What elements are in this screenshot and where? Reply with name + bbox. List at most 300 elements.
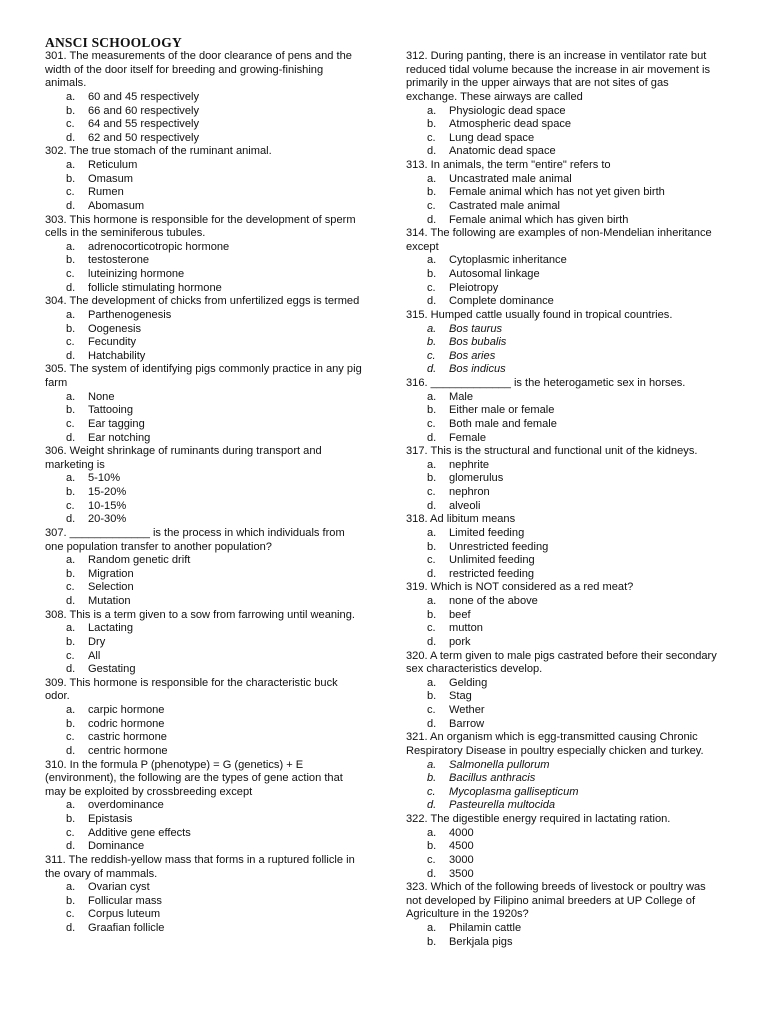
answer-choice xyxy=(406,718,722,732)
choice-letter: c. xyxy=(66,731,75,744)
choice-text: Oogenesis xyxy=(88,322,142,335)
choice-letter: d. xyxy=(66,281,76,294)
answer-choice xyxy=(406,636,722,650)
question-block xyxy=(406,50,722,159)
answer-choice xyxy=(45,472,363,486)
question-stem: 320. A term given to male pigs castrated before their secondary sex characteristics develop. xyxy=(406,649,717,676)
choice-text: glomerulus xyxy=(449,472,504,485)
answer-choice xyxy=(406,936,722,950)
question-block xyxy=(406,881,722,949)
answer-choice xyxy=(406,541,722,555)
answer-choice xyxy=(406,622,722,636)
choice-letter: b. xyxy=(427,840,437,853)
answer-choice xyxy=(45,718,363,732)
choice-text: Female animal which has not yet given birth xyxy=(449,186,665,199)
choice-letter: b. xyxy=(427,540,437,553)
choice-letter: a. xyxy=(427,676,437,689)
choice-text: centric hormone xyxy=(88,744,168,757)
question-block xyxy=(45,759,363,854)
choice-text: Corpus luteum xyxy=(88,908,161,921)
answer-choice xyxy=(45,173,363,187)
choice-letter: c. xyxy=(427,704,436,716)
choice-text: Ovarian cyst xyxy=(88,881,150,894)
choice-letter: c. xyxy=(66,908,75,921)
choice-text: Follicular mass xyxy=(88,894,162,907)
choice-letter: a. xyxy=(66,90,76,103)
question-block xyxy=(45,677,363,759)
choice-text: Ear tagging xyxy=(88,417,145,430)
choice-text: Lung dead space xyxy=(449,131,535,144)
question-stem: 304. The development of chicks from unfertilized eggs is termed xyxy=(45,295,360,308)
question-stem: 317. This is the structural and functional unit of the kidneys. xyxy=(406,445,698,458)
choice-text: 10-15% xyxy=(88,499,127,512)
choice-text: 4500 xyxy=(449,840,474,853)
choice-letter: c. xyxy=(427,349,436,362)
choice-letter: d. xyxy=(427,213,437,226)
choice-text: Both male and female xyxy=(449,417,557,430)
answer-choice xyxy=(45,731,363,745)
choice-text: Unrestricted feeding xyxy=(449,540,549,553)
choice-letter: c. xyxy=(427,785,436,798)
choice-text: adrenocorticotropic hormone xyxy=(88,240,230,253)
choice-text: Rumen xyxy=(88,186,124,199)
choice-letter: d. xyxy=(66,513,76,526)
choice-text: Female xyxy=(449,431,486,444)
choice-text: Male xyxy=(449,390,474,403)
choice-text: 20-30% xyxy=(88,513,127,526)
choice-text: Bos bubalis xyxy=(449,336,507,349)
answer-choice xyxy=(45,418,363,432)
answer-choice xyxy=(45,500,363,514)
answer-choice xyxy=(45,391,363,405)
choice-letter: b. xyxy=(66,635,76,648)
choice-letter: c. xyxy=(427,131,436,144)
question-stem: 319. Which is NOT considered as a red meat? xyxy=(406,581,634,594)
choice-text: Bacillus anthracis xyxy=(449,772,536,785)
answer-choice xyxy=(406,595,722,609)
question-block xyxy=(406,813,722,881)
answer-choice xyxy=(45,663,363,677)
choice-letter: c. xyxy=(66,118,75,131)
question-block xyxy=(45,445,363,527)
choice-text: Dominance xyxy=(88,840,145,853)
answer-choice xyxy=(406,186,722,200)
choice-letter: d. xyxy=(66,131,76,144)
choice-letter: c. xyxy=(427,554,436,567)
answer-choice xyxy=(406,554,722,568)
choice-letter: d. xyxy=(427,363,437,376)
answer-choice xyxy=(406,922,722,936)
choice-text: restricted feeding xyxy=(449,567,535,580)
choice-text: Castrated male animal xyxy=(449,199,560,212)
choice-letter: a. xyxy=(427,458,437,471)
choice-letter: b. xyxy=(66,404,76,417)
answer-choice xyxy=(406,827,722,841)
choice-text: Ear notching xyxy=(88,431,151,444)
choice-text: Omasum xyxy=(88,172,133,185)
choice-text: Lactating xyxy=(88,622,134,635)
choice-letter: c. xyxy=(427,622,436,635)
answer-choice xyxy=(45,650,363,664)
answer-choice xyxy=(406,254,722,268)
choice-letter: a. xyxy=(427,104,437,117)
answer-choice xyxy=(45,827,363,841)
choice-letter: d. xyxy=(66,595,76,607)
choice-letter: d. xyxy=(427,499,437,512)
choice-text: nephron xyxy=(449,486,490,498)
answer-choice xyxy=(45,486,363,500)
choice-text: Stag xyxy=(449,690,472,703)
left-column xyxy=(45,50,363,936)
choice-letter: c. xyxy=(66,649,75,662)
answer-choice xyxy=(45,254,363,268)
choice-text: Selection xyxy=(88,581,134,594)
choice-letter: a. xyxy=(427,254,437,267)
answer-choice xyxy=(45,568,363,582)
choice-letter: b. xyxy=(427,268,437,280)
answer-choice xyxy=(45,704,363,718)
choice-text: Wether xyxy=(449,704,485,716)
choice-letter: a. xyxy=(427,826,437,839)
choice-letter: d. xyxy=(66,431,76,444)
question-block xyxy=(406,445,722,513)
choice-text: luteinizing hormone xyxy=(88,268,185,280)
choice-text: pork xyxy=(449,635,471,648)
choice-letter: a. xyxy=(66,240,76,253)
answer-choice xyxy=(406,295,722,309)
choice-letter: a. xyxy=(66,881,76,894)
question-block xyxy=(45,145,363,213)
choice-letter: a. xyxy=(66,308,76,321)
choice-text: Complete dominance xyxy=(449,295,554,308)
choice-letter: b. xyxy=(427,690,437,703)
answer-choice xyxy=(45,105,363,119)
choice-letter: c. xyxy=(427,281,436,294)
right-column xyxy=(406,50,722,949)
choice-letter: a. xyxy=(66,159,76,171)
question-block xyxy=(406,159,722,227)
answer-choice xyxy=(45,200,363,214)
choice-letter: b. xyxy=(66,104,76,117)
answer-choice xyxy=(406,350,722,364)
answer-choice xyxy=(45,636,363,650)
question-stem: 314. The following are examples of non-Mendelian inheritance except xyxy=(406,227,712,253)
answer-choice xyxy=(45,745,363,759)
answer-choice xyxy=(406,363,722,377)
choice-text: Abomasum xyxy=(88,199,145,212)
answer-choice xyxy=(45,895,363,909)
choice-text: Reticulum xyxy=(88,159,138,171)
question-stem: 302. The true stomach of the ruminant animal. xyxy=(45,145,272,158)
choice-text: Mycoplasma gallisepticum xyxy=(449,785,579,798)
answer-choice xyxy=(406,799,722,813)
question-stem: 307. _____________ is the process in which individuals from one population transfer to another population? xyxy=(45,526,345,553)
choice-letter: a. xyxy=(427,172,437,185)
choice-letter: a. xyxy=(66,554,76,567)
choice-text: Either male or female xyxy=(449,404,555,417)
choice-letter: a. xyxy=(66,622,76,635)
choice-text: All xyxy=(88,649,101,662)
answer-choice xyxy=(406,568,722,582)
question-block xyxy=(45,527,363,609)
answer-choice xyxy=(45,554,363,568)
question-block xyxy=(406,227,722,309)
answer-choice xyxy=(406,609,722,623)
question-block xyxy=(406,309,722,377)
choice-letter: d. xyxy=(66,922,76,934)
choice-letter: a. xyxy=(427,322,437,335)
answer-choice xyxy=(406,472,722,486)
answer-choice xyxy=(406,132,722,146)
choice-letter: c. xyxy=(66,581,75,594)
answer-choice xyxy=(45,241,363,255)
answer-choice xyxy=(406,323,722,337)
choice-letter: b. xyxy=(66,717,76,730)
choice-letter: c. xyxy=(427,417,436,430)
choice-text: Additive gene effects xyxy=(88,826,191,839)
choice-text: Epistasis xyxy=(88,813,133,825)
choice-text: Mutation xyxy=(88,595,131,607)
choice-letter: d. xyxy=(66,744,76,757)
answer-choice xyxy=(45,323,363,337)
question-block xyxy=(45,854,363,936)
answer-choice xyxy=(45,91,363,105)
answer-choice xyxy=(45,159,363,173)
answer-choice xyxy=(406,459,722,473)
choice-letter: c. xyxy=(66,268,75,280)
choice-letter: b. xyxy=(427,118,437,131)
answer-choice xyxy=(45,840,363,854)
choice-letter: a. xyxy=(66,472,76,485)
question-stem: 321. An organism which is egg-transmitted causing Chronic Respiratory Disease in poultry especially chicken and turkey. xyxy=(406,731,704,757)
choice-letter: c. xyxy=(66,186,75,199)
choice-text: None xyxy=(88,390,115,403)
choice-letter: a. xyxy=(427,758,437,771)
choice-text: Female animal which has given birth xyxy=(449,213,629,226)
choice-text: overdominance xyxy=(88,799,164,812)
question-block xyxy=(406,731,722,813)
choice-letter: d. xyxy=(66,199,76,212)
choice-text: Gestating xyxy=(88,663,136,676)
choice-text: Autosomal linkage xyxy=(449,268,540,280)
choice-text: Tattooing xyxy=(88,404,134,417)
choice-letter: c. xyxy=(66,826,75,839)
question-block xyxy=(45,363,363,445)
choice-text: Dry xyxy=(88,635,106,648)
answer-choice xyxy=(45,622,363,636)
answer-choice xyxy=(45,132,363,146)
question-stem: 305. The system of identifying pigs commonly practice in any pig farm xyxy=(45,363,362,389)
question-block xyxy=(406,513,722,581)
choice-letter: b. xyxy=(66,322,76,335)
answer-choice xyxy=(45,118,363,132)
choice-text: Anatomic dead space xyxy=(449,145,556,158)
choice-letter: a. xyxy=(427,526,437,539)
choice-letter: d. xyxy=(66,840,76,853)
choice-text: Gelding xyxy=(449,676,488,689)
question-block xyxy=(45,295,363,363)
choice-text: 15-20% xyxy=(88,486,127,498)
choice-text: Pleiotropy xyxy=(449,281,499,294)
answer-choice xyxy=(406,868,722,882)
choice-text: codric hormone xyxy=(88,717,165,730)
answer-choice xyxy=(45,881,363,895)
answer-choice xyxy=(406,432,722,446)
answer-choice xyxy=(406,500,722,514)
choice-letter: b. xyxy=(66,813,76,825)
answer-choice xyxy=(406,200,722,214)
answer-choice xyxy=(45,282,363,296)
answer-choice xyxy=(45,268,363,282)
question-stem: 313. In animals, the term "entire" refers to xyxy=(406,159,611,171)
choice-text: Atmospheric dead space xyxy=(449,118,572,131)
choice-text: 3000 xyxy=(449,853,474,866)
answer-choice xyxy=(406,486,722,500)
choice-letter: c. xyxy=(66,417,75,430)
answer-choice xyxy=(406,391,722,405)
choice-text: Physiologic dead space xyxy=(449,104,566,117)
choice-letter: c. xyxy=(66,336,75,349)
answer-choice xyxy=(45,309,363,323)
question-block xyxy=(45,50,363,145)
answer-choice xyxy=(406,786,722,800)
answer-choice xyxy=(45,513,363,527)
answer-choice xyxy=(45,799,363,813)
choice-letter: d. xyxy=(427,867,437,880)
question-stem: 318. Ad libitum means xyxy=(406,513,516,526)
choice-text: follicle stimulating hormone xyxy=(88,281,222,294)
choice-letter: b. xyxy=(427,404,437,417)
answer-choice xyxy=(406,118,722,132)
choice-letter: b. xyxy=(427,336,437,349)
answer-choice xyxy=(406,268,722,282)
choice-text: Migration xyxy=(88,567,134,580)
choice-letter: b. xyxy=(66,567,76,580)
choice-letter: b. xyxy=(66,172,76,185)
choice-letter: d. xyxy=(427,567,437,580)
choice-text: 3500 xyxy=(449,867,474,880)
choice-text: Random genetic drift xyxy=(88,554,191,567)
answer-choice xyxy=(406,282,722,296)
choice-text: 62 and 50 respectively xyxy=(88,131,200,144)
choice-text: Bos indicus xyxy=(449,363,506,376)
choice-text: carpic hormone xyxy=(88,704,165,716)
question-stem: 312. During panting, there is an increase in ventilator rate but reduced tidal volume because the increase in air movement is primarily in the upper airways that are not sites of gas exchange. These airways are called xyxy=(406,50,711,103)
choice-letter: b. xyxy=(66,894,76,907)
answer-choice xyxy=(45,813,363,827)
question-stem: 301. The measurements of the door clearance of pens and the width of the door itself for breeding and growing-finishing animals. xyxy=(45,50,352,90)
answer-choice xyxy=(406,690,722,704)
question-block xyxy=(406,377,722,445)
answer-choice xyxy=(406,704,722,718)
answer-choice xyxy=(406,336,722,350)
answer-choice xyxy=(45,336,363,350)
answer-choice xyxy=(45,432,363,446)
choice-text: none of the above xyxy=(449,595,538,607)
choice-letter: d. xyxy=(427,295,437,308)
choice-letter: b. xyxy=(427,772,437,785)
question-stem: 310. In the formula P (phenotype) = G (genetics) + E (environment), the following are the types of gene action that may be exploited by crossbreeding except xyxy=(45,758,343,798)
question-stem: 311. The reddish-yellow mass that forms in a ruptured follicle in the ovary of mammals. xyxy=(45,853,355,880)
choice-letter: d. xyxy=(66,349,76,362)
choice-text: nephrite xyxy=(449,458,490,471)
answer-choice xyxy=(45,581,363,595)
choice-letter: a. xyxy=(66,390,76,403)
question-block xyxy=(406,581,722,649)
choice-text: Pasteurella multocida xyxy=(449,799,556,812)
answer-choice xyxy=(406,854,722,868)
answer-choice xyxy=(45,908,363,922)
answer-choice xyxy=(45,595,363,609)
choice-letter: c. xyxy=(427,853,436,866)
answer-choice xyxy=(406,418,722,432)
answer-choice xyxy=(406,404,722,418)
choice-text: alveoli xyxy=(449,499,481,512)
question-stem: 322. The digestible energy required in lactating ration. xyxy=(406,813,671,825)
choice-text: 64 and 55 respectively xyxy=(88,118,200,131)
answer-choice xyxy=(406,772,722,786)
choice-text: Parthenogenesis xyxy=(88,308,172,321)
choice-text: 5-10% xyxy=(88,472,121,485)
choice-text: Unlimited feeding xyxy=(449,554,535,567)
choice-text: Graafian follicle xyxy=(88,922,165,934)
answer-choice xyxy=(406,527,722,541)
question-stem: 316. _____________ is the heterogametic sex in horses. xyxy=(406,377,686,389)
answer-choice xyxy=(406,759,722,773)
choice-text: Bos taurus xyxy=(449,322,503,335)
choice-letter: b. xyxy=(427,186,437,199)
answer-choice xyxy=(45,922,363,936)
choice-letter: d. xyxy=(427,635,437,648)
choice-text: 60 and 45 respectively xyxy=(88,90,200,103)
document-title: ANSCI SCHOOLOGY xyxy=(45,35,182,50)
choice-letter: d. xyxy=(427,431,437,444)
choice-letter: c. xyxy=(427,199,436,212)
question-stem: 306. Weight shrinkage of ruminants during transport and marketing is xyxy=(45,445,322,471)
question-block xyxy=(406,650,722,732)
answer-choice xyxy=(406,173,722,187)
choice-letter: c. xyxy=(66,499,75,512)
choice-letter: b. xyxy=(427,608,437,621)
answer-choice xyxy=(406,677,722,691)
choice-letter: d. xyxy=(427,799,437,812)
question-stem: 315. Humped cattle usually found in tropical countries. xyxy=(406,308,673,321)
choice-letter: b. xyxy=(427,472,437,485)
choice-text: Limited feeding xyxy=(449,526,525,539)
choice-text: mutton xyxy=(449,622,483,635)
choice-text: Berkjala pigs xyxy=(449,935,513,948)
choice-text: castric hormone xyxy=(88,731,167,744)
choice-text: Salmonella pullorum xyxy=(449,758,550,771)
choice-text: testosterone xyxy=(88,254,150,267)
question-stem: 303. This hormone is responsible for the development of sperm cells in the seminiferous tubules. xyxy=(45,213,356,240)
question-stem: 323. Which of the following breeds of livestock or poultry was not developed by Filipino animal breeders at UP College of Agriculture in the 1920s? xyxy=(406,881,706,921)
answer-choice xyxy=(406,214,722,228)
question-stem: 308. This is a term given to a sow from farrowing until weaning. xyxy=(45,608,355,621)
answer-choice xyxy=(45,404,363,418)
choice-text: Barrow xyxy=(449,717,485,730)
question-block xyxy=(45,609,363,677)
answer-choice xyxy=(45,186,363,200)
choice-text: 4000 xyxy=(449,826,474,839)
choice-letter: a. xyxy=(66,704,76,716)
choice-letter: a. xyxy=(427,922,437,934)
answer-choice xyxy=(45,350,363,364)
choice-text: Fecundity xyxy=(88,336,137,349)
choice-letter: b. xyxy=(66,486,76,498)
answer-choice xyxy=(406,145,722,159)
choice-text: Bos aries xyxy=(449,349,496,362)
